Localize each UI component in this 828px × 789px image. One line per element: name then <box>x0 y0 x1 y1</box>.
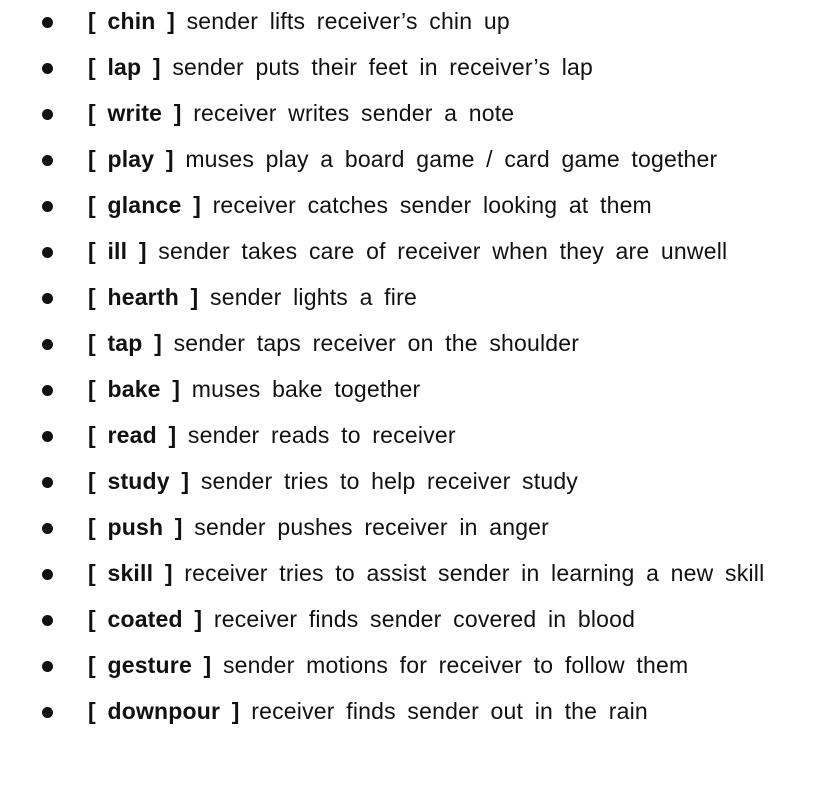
list-item <box>0 370 828 408</box>
bullet-icon <box>42 17 53 28</box>
open-bracket: [ <box>88 8 96 34</box>
close-bracket: ] <box>181 468 190 494</box>
open-bracket: [ <box>88 514 96 540</box>
bullet-icon <box>42 201 53 212</box>
open-bracket: [ <box>88 698 96 724</box>
prompt-keyword: study <box>107 468 170 494</box>
bullet-icon <box>42 569 53 580</box>
list-item <box>0 2 828 40</box>
list-item <box>0 600 828 638</box>
prompt-description: receiver finds sender covered in blood <box>213 606 636 632</box>
prompt-keyword: hearth <box>107 284 179 310</box>
prompt-description: sender takes care of receiver when they are unwell <box>158 238 728 264</box>
close-bracket: ] <box>190 284 199 310</box>
close-bracket: ] <box>173 100 182 126</box>
list-item <box>0 416 828 454</box>
bullet-icon <box>42 339 53 350</box>
prompt-keyword: write <box>107 100 163 126</box>
prompt-description: sender taps receiver on the shoulder <box>173 330 580 356</box>
close-bracket: ] <box>174 514 183 540</box>
bullet-icon <box>42 523 53 534</box>
open-bracket: [ <box>88 100 96 126</box>
close-bracket: ] <box>138 238 147 264</box>
prompt-description: sender puts their feet in receiver’s lap <box>172 54 594 80</box>
bullet-icon <box>42 661 53 672</box>
prompt-keyword: gesture <box>107 652 192 678</box>
open-bracket: [ <box>88 606 96 632</box>
prompt-keyword: glance <box>107 192 182 218</box>
prompt-keyword: read <box>107 422 157 448</box>
bullet-icon <box>42 615 53 626</box>
prompt-description: sender tries to help receiver study <box>200 468 579 494</box>
prompt-description: receiver writes sender a note <box>193 100 515 126</box>
close-bracket: ] <box>152 54 161 80</box>
bullet-icon <box>42 385 53 396</box>
list-item <box>0 48 828 86</box>
open-bracket: [ <box>88 422 96 448</box>
list-item <box>0 554 828 592</box>
list-item <box>0 94 828 132</box>
bullet-icon <box>42 477 53 488</box>
list-item <box>0 232 828 270</box>
close-bracket: ] <box>193 192 201 218</box>
prompt-keyword: tap <box>107 330 143 356</box>
prompt-keyword: bake <box>107 376 161 402</box>
list-item <box>0 462 828 500</box>
close-bracket: ] <box>164 560 173 586</box>
bullet-icon <box>42 707 53 718</box>
open-bracket: [ <box>88 192 96 218</box>
prompt-description: sender lights a fire <box>210 284 417 310</box>
bullet-icon <box>42 431 53 442</box>
prompt-description: receiver catches sender looking at them <box>212 192 652 218</box>
close-bracket: ] <box>231 698 240 724</box>
close-bracket: ] <box>165 146 174 172</box>
list-item <box>0 278 828 316</box>
list-item <box>0 186 828 224</box>
open-bracket: [ <box>88 146 96 172</box>
prompt-description: muses bake together <box>191 376 421 402</box>
open-bracket: [ <box>88 330 96 356</box>
open-bracket: [ <box>88 54 96 80</box>
bullet-icon <box>42 247 53 258</box>
list-item <box>0 508 828 546</box>
close-bracket: ] <box>154 330 163 356</box>
prompt-keyword: chin <box>107 8 156 34</box>
close-bracket: ] <box>172 376 181 402</box>
prompt-keyword: lap <box>107 54 142 80</box>
open-bracket: [ <box>88 376 96 402</box>
bullet-icon <box>42 155 53 166</box>
open-bracket: [ <box>88 284 96 310</box>
prompt-description: sender motions for receiver to follow them <box>222 652 689 678</box>
open-bracket: [ <box>88 238 96 264</box>
prompt-keyword: skill <box>107 560 154 586</box>
close-bracket: ] <box>203 652 212 678</box>
prompt-description: receiver finds sender out in the rain <box>251 698 648 724</box>
prompt-description: receiver tries to assist sender in learning a new skill <box>184 560 765 586</box>
prompt-keyword: coated <box>107 606 183 632</box>
bullet-icon <box>42 109 53 120</box>
prompt-keyword: downpour <box>107 698 221 724</box>
bullet-icon <box>42 293 53 304</box>
prompt-description: sender pushes receiver in anger <box>194 514 550 540</box>
close-bracket: ] <box>168 422 177 448</box>
list-item <box>0 692 828 730</box>
prompt-description: sender reads to receiver <box>187 422 456 448</box>
close-bracket: ] <box>194 606 203 632</box>
open-bracket: [ <box>88 560 96 586</box>
bullet-icon <box>42 63 53 74</box>
prompt-keyword: push <box>107 514 164 540</box>
open-bracket: [ <box>88 652 96 678</box>
prompt-keyword: ill <box>107 238 128 264</box>
close-bracket: ] <box>167 8 175 34</box>
list-item <box>0 324 828 362</box>
list-item <box>0 140 828 178</box>
open-bracket: [ <box>88 468 96 494</box>
list-item <box>0 646 828 684</box>
prompt-description: muses play a board game / card game together <box>185 146 718 172</box>
prompt-keyword: play <box>107 146 155 172</box>
prompt-description: sender lifts receiver’s chin up <box>186 8 510 34</box>
